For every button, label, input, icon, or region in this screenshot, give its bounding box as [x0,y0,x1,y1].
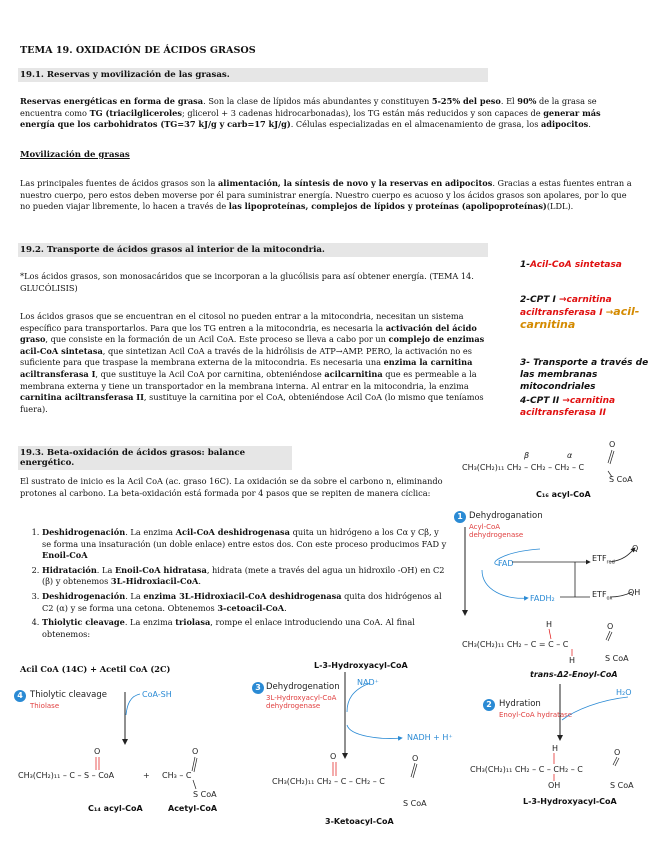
c14-oxygen: O [94,747,101,756]
step-item-3: 3. Deshidrogenación. La enzima 3L-Hidroxiacil-CoA deshidrogenasa quita dos hidrógenos al C2 (α) y se forma una cetona. Obtenemos 3-cetoacil-CoA. [42,591,448,614]
step4-name: Thiolytic cleavage [30,690,107,700]
acetyl-chain: CH₃ – C [162,771,192,780]
c16-acyl-coa-label: C₁₆ acyl-CoA [536,490,591,499]
keto-oxygen-1: O [330,752,337,761]
step-item-2: 2. Hidratación. La Enoil-CoA hidratasa, hidrata (mete a través del agua un hidroxilo -OH) en C2 (β) y obtenemos 3L-Hidroxiacil-CoA. [42,565,448,588]
hydroxy-scoa: S CoA [610,781,634,790]
enoyl-oxygen: O [607,622,614,631]
beta-label: β [524,451,530,460]
step-badge-1: 1 [454,511,466,523]
side-note-2: 2-CPT I →carnitina aciltransferasa I →acil-carnitina [520,295,640,331]
c16-chain: CH₃(CH₂)₁₁ CH₂ – CH₂ – CH₂ – C [462,463,585,472]
hydroxy-oh: OH [548,781,561,790]
acetyl-oxygen: O [192,747,199,756]
hydroxyacyl-coa-label: L-3-Hydroxyacyl-CoA [523,797,617,806]
fadh2-label: FADH₂ [530,594,555,603]
final-products: Acil CoA (14C) + Acetil CoA (2C) [20,664,171,674]
enoyl-h-top: H [546,620,553,629]
etf-ox-label: $ETF_{ox}$ [592,590,613,602]
step2-name: Hydration [499,699,541,709]
step-badge-4: 4 [14,690,26,702]
side-note-4: 4-CPT II →carnitina aciltransferasa II [520,396,616,418]
enoyl-coa-label: trans-Δ2-Enoyl-CoA [530,670,618,679]
document-title: TEMA 19. OXIDACIÓN DE ÁCIDOS GRASOS [20,45,256,56]
acetyl-coa-label: Acetyl-CoA [168,804,218,813]
paragraph-beta-oxidacion: El sustrato de inicio es la Acil CoA (ac. graso 16C). La oxidación se da sobre el carbono n, eliminando protones al carbono. La beta-oxidación está formada por 4 pasos que se repiten de manera cíclica: [20,476,443,498]
etf-red-label: $ETF_{red}$ [592,554,615,566]
keto-chain: CH₃(CH₂)₁₁ CH₂ – C – CH₂ – C [272,777,385,786]
c14-acyl-coa-label: C₁₄ acyl-CoA [88,804,143,813]
keto-oxygen-2: O [412,754,419,763]
c14-chain: CH₃(CH₂)₁₁ – C – S – CoA [18,771,115,780]
paragraph-nota: *Los ácidos grasos, son monosacáridos que se incorporan a la glucólisis para así obtener energía. (TEMA 14. GLUCÓLISIS) [20,271,474,293]
hydroxy-h: H [552,744,559,753]
fad-label: FAD [498,559,514,568]
step1-name: Dehydroganation [469,511,543,521]
paragraph-reservas: Reservas energéticas en forma de grasa. Son la clase de lípidos más abundantes y constituyen 5-25% del peso. El 90% de la grasa se encuentra como TG (triacilgliceroles; glicerol + 3 cadenas hidrocarbonadas), los TG están más reducidos y son capaces de generar más energía que los carbohidratos (TG=37 kJ/g y carb=17 kJ/g). Células especializadas en el almacenamiento de grasa, los adipocitos. [20,96,601,130]
step3-enzyme: 3L-Hydroxyacyl-CoA dehydrogenase [266,694,337,710]
step-item-4: 4. Thiolytic cleavage. La enzima triolasa, rompe el enlace introduciendo una CoA. Al final obtenemos: [42,617,448,640]
h2o-label: H₂O [616,688,632,697]
c16-oxygen: O [609,440,616,449]
paragraph-transporte: Los ácidos grasos que se encuentran en el citosol no pueden entrar a la mitocondria, necesitan un sistema específico para transportarlos. Para que los TG entren a la mitocondria, es necesaria la activación del ácido graso, que consiste en la formación de un Acil CoA. Este proceso se lleva a cabo por un complejo de enzimas acil-CoA sintetasa, que sintetizan Acil CoA a través de la hidrólisis de ATP→AMP. PERO, la activación no es suficiente para que traspase la membrana externa de la mitocondria. Es necesaria una enzima la carnitina aciltransferasa I, que sustituye la Acil CoA por carnitina, obteniéndose acilcarnitina que es permeable a la membrana externa y tiene un transportador en la membrana interna. Al entrar en la mitocondria, la enzima carnitina aciltransferasa II, sustituye la carnitina por el CoA, obteniéndose Acil CoA (lo mismo que teníamos fuera). [20,311,485,414]
alpha-label: α [567,451,573,460]
step2-enzyme: Enoyl-CoA hydratase [499,711,573,719]
acetyl-scoa: S CoA [193,790,217,799]
hydroxy-chain: CH₃(CH₂)₁₁ CH₂ – C – CH₂ – C [470,765,583,774]
q-label: Q [632,544,639,553]
nadh-label: NADH + H⁺ [407,733,453,742]
side-note-1: 1-Acil-CoA sintetasa [520,260,622,270]
step-item-1: 1. Deshidrogenación. La enzima Acil-CoA deshidrogenasa quita un hidrógeno a los Cα y Cβ, y se forma una insaturación (un doble enlace) entre estos dos. Con este proceso producimos FAD y Enoil-CoA [42,527,448,562]
subheading-movilizacion: Movilización de grasas [20,150,130,160]
ketoacyl-coa-label: 3-Ketoacyl-CoA [325,817,394,826]
step3-substrate-label: L-3-Hydroxyacyl-CoA [314,661,408,670]
qh-label: QH [628,588,641,597]
step1-enzyme: Acyl-CoA dehydrogenase [469,523,524,539]
step4-enzyme: Thiolase [30,702,60,710]
side-note-3: 3- Transporte a través de las membranas mitocondriales [520,358,649,392]
step3-name: Dehydrogenation [266,682,340,692]
keto-scoa: S CoA [403,799,427,808]
paragraph-movilizacion: Las principales fuentes de ácidos grasos son la alimentación, la síntesis de novo y la reservas en adipocitos. Gracias a estas fuentes entran a nuestro cuerpo, pero estos deben moverse por él para suministrar energía. Nuestro cuerpo es acuoso y los ácidos grasos son apolares, por lo que no pueden viajar libremente, lo hacen a través de las lipoproteínas, complejos de lípidos y proteínas (apolipoproteínas)(LDL). [20,178,632,212]
step-badge-3: 3 [252,682,264,694]
enoyl-scoa: S CoA [605,654,629,663]
enoyl-h-bottom: H [569,656,576,665]
nad-label: NAD⁺ [357,678,379,687]
enoyl-chain: CH₃(CH₂)₁₁ CH₂ – C = C – C [462,640,569,649]
section-heading-19-3: 19.3. Beta-oxidación de ácidos grasos: balance energético. [18,446,292,470]
plus-sign: + [143,771,150,780]
step-badge-2: 2 [483,699,495,711]
hydroxy-oxygen: O [614,748,621,757]
section-heading-19-2: 19.2. Transporte de ácidos grasos al interior de la mitocondria. [18,243,488,257]
section-heading-19-1: 19.1. Reservas y movilización de las grasas. [18,68,488,82]
c16-scoa: S CoA [609,475,633,484]
coash-label: CoA-SH [142,690,172,699]
